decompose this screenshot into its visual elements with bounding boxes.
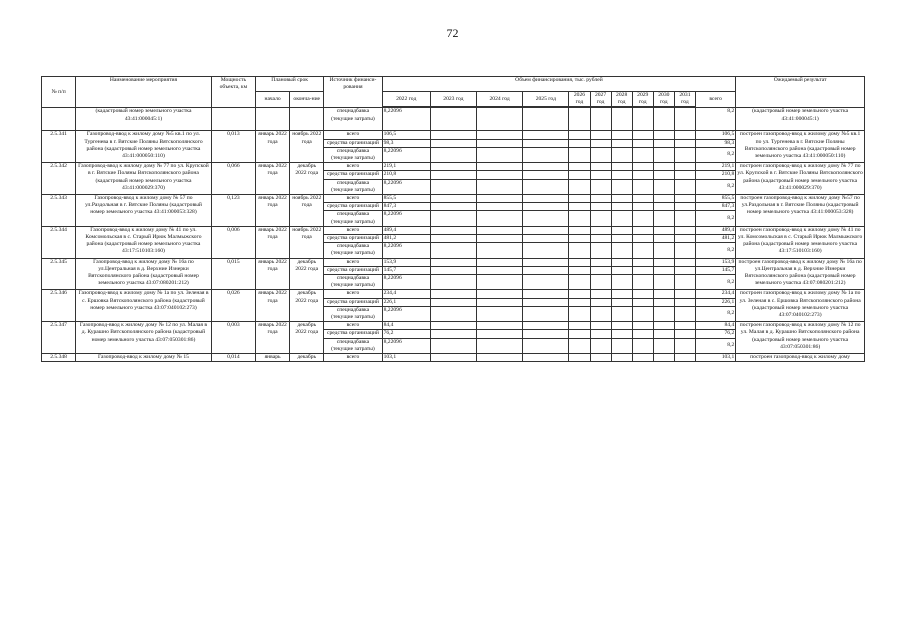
value-2022: 103,1 xyxy=(382,354,430,362)
funding-source: спецнадбавка (текущие затраты) xyxy=(324,306,382,321)
expected-result: построен газопровод-ввод к жилому дому № 12 по ул. Малая в д. Курашно Вятскополянского района (кадастровый номер земельного участка 43:07:050301:86) xyxy=(736,322,865,354)
item-end: декабрь 2022 года xyxy=(290,258,324,290)
value-total: 8,2 xyxy=(695,211,735,226)
value-total: 234,4 xyxy=(695,290,735,298)
table-body xyxy=(42,108,865,362)
header-total: всего xyxy=(695,92,735,108)
funding-source: средства организаций xyxy=(324,139,382,147)
header-year-2031: 2031 год xyxy=(674,92,695,107)
header-year-2023: 2023 год xyxy=(430,92,476,107)
value-2022: 219,1 xyxy=(382,163,430,171)
table-row xyxy=(42,290,865,298)
value-2022: 481,2 xyxy=(382,235,430,243)
funding-source: всего xyxy=(324,354,382,362)
funding-source: спецнадбавка (текущие затраты) xyxy=(324,243,382,258)
funding-source: спецнадбавка (текущие затраты) xyxy=(324,275,382,290)
item-name: Газопровод-ввод к жилому дому № 15 xyxy=(76,354,212,362)
item-number: 2.5.342 xyxy=(42,163,76,195)
continuation-row xyxy=(42,108,865,131)
item-start: январь 2022 года xyxy=(255,258,289,290)
value-total: 8,2 xyxy=(695,147,735,162)
value-total: 106,5 xyxy=(695,131,735,139)
expected-result: построен газопровод-ввод к жилому дому №5 кв.1 по ул. Тургенева в г. Вятские Поляны Вятскополянского района (кадастровый номер земельного участка 43:41:000050:110) xyxy=(736,131,865,163)
funding-source: спецнадбавка (текущие затраты) xyxy=(324,179,382,194)
item-start: январь 2022 года xyxy=(255,195,289,227)
item-start: январь 2022 года xyxy=(255,290,289,322)
item-name: Газопровод-ввод к жилому дому № 77 по ул. Крупской в г. Вятские Поляны Вятскополянского района (кадастровый номер земельного участка 43:41:000029:370) xyxy=(76,163,212,195)
header-year-2028: 2028 год xyxy=(611,92,632,107)
funding-source: всего xyxy=(324,163,382,171)
item-capacity: 0,066 xyxy=(211,163,255,195)
value-total: 8,2 xyxy=(695,306,735,321)
value-2022: 8,22096 xyxy=(382,108,430,131)
header-num: № п/п xyxy=(42,77,76,108)
item-capacity: 0,013 xyxy=(211,131,255,163)
value-2022: 226,1 xyxy=(382,298,430,306)
item-name: Газопровод-ввод к жилому дому № 41 по ул. Комсомольская в с. Старый Ирюк Малмыжского района (кадастровый номер земельного участка 43:17:510103:160) xyxy=(76,226,212,258)
value-2022: 234,4 xyxy=(382,290,430,298)
expected-result: построен газопровод-ввод к жилому дому № 41 по ул. Комсомольская в с. Старый Ирюк Малмыжского района (кадастровый номер земельного участка 43:17:510103:160) xyxy=(736,226,865,258)
funding-source: всего xyxy=(324,258,382,266)
header-capacity: Мощность объекта, км xyxy=(211,77,255,108)
funding-source: средства организаций xyxy=(324,203,382,211)
value-2022: 98,3 xyxy=(382,139,430,147)
item-capacity: 0,123 xyxy=(211,195,255,227)
header-name: Наименование мероприятия xyxy=(76,77,212,108)
item-number: 2.5.343 xyxy=(42,195,76,227)
item-name: Газопровод-ввод к жилому дому № 12 по ул. Малая в д. Курашно Вятскополянского района (кадастровый номер земельного участка 43:07:050301:86) xyxy=(76,322,212,354)
value-2022: 153,9 xyxy=(382,258,430,266)
funding-table xyxy=(41,76,865,362)
item-number: 2.5.344 xyxy=(42,226,76,258)
value-total: 145,7 xyxy=(695,266,735,274)
item-end: декабрь 2022 года xyxy=(290,163,324,195)
item-capacity: 0,015 xyxy=(211,258,255,290)
item-number: 2.5.345 xyxy=(42,258,76,290)
value-total: 481,2 xyxy=(695,235,735,243)
funding-source: средства организаций xyxy=(324,298,382,306)
funding-source: всего xyxy=(324,131,382,139)
value-2022: 106,5 xyxy=(382,131,430,139)
page-number: 72 xyxy=(446,26,459,40)
header-year-2030: 2030 год xyxy=(653,92,674,107)
header-term: Плановый срок xyxy=(255,77,323,92)
header-term-end: оконча-ние xyxy=(290,92,324,108)
expected-result: построен газопровод-ввод к жилому дому № 77 по ул. Крупской в г. Вятские Поляны Вятскополянского района (кадастровый номер земельного участка 43:41:000029:370) xyxy=(736,163,865,195)
item-start: январь 2022 года xyxy=(255,163,289,195)
item-name: Газопровод-ввод к жилому дому № 57 по ул.Раздольная в г. Вятские Поляны (кадастровый номер земельного участка 43:41:000053:328) xyxy=(76,195,212,227)
expected-result: построен газопровод-ввод к жилому дому № 1а по ул. Зеленая в с. Ершовка Вятскополянского района (кадастровый номер земельного участка 43:07:040102:273) xyxy=(736,290,865,322)
item-number: 2.5.348 xyxy=(42,354,76,362)
header-source: Источник финанси-рования xyxy=(324,77,382,108)
expected-result: построен газопровод-ввод к жилому дому xyxy=(736,354,865,362)
funding-source: всего xyxy=(324,290,382,298)
value-total: 8,2 xyxy=(695,338,735,353)
value-2022: 847,3 xyxy=(382,203,430,211)
item-end: ноябрь 2022 года xyxy=(290,131,324,163)
item-capacity: 0,006 xyxy=(211,226,255,258)
funding-source: спецнадбавка (текущие затраты) xyxy=(324,338,382,353)
item-start: январь 2022 года xyxy=(255,322,289,354)
funding-source: средства организаций xyxy=(324,235,382,243)
funding-source: спецнадбавка (текущие затраты) xyxy=(324,147,382,162)
funding-source: всего xyxy=(324,322,382,330)
item-number: 2.5.341 xyxy=(42,131,76,163)
item-start: январь 2022 года xyxy=(255,131,289,163)
value-2022: 84,4 xyxy=(382,322,430,330)
expected-result: (кадастровый номер земельного участка 43:41:000045:1) xyxy=(736,108,865,131)
header-year-2022: 2022 год xyxy=(382,92,430,107)
item-number: 2.5.346 xyxy=(42,290,76,322)
header-year-2026: 2026 год xyxy=(569,92,590,107)
value-2022: 76,2 xyxy=(382,330,430,338)
item-end: декабрь 2022 года xyxy=(290,290,324,322)
expected-result: построен газопровод-ввод к жилому дому №57 по ул.Раздольная в г. Вятские Поляны (кадастровый номер земельного участка 43:41:000053:328) xyxy=(736,195,865,227)
funding-source: средства организаций xyxy=(324,266,382,274)
value-total: 219,1 xyxy=(695,163,735,171)
value-total: 84,4 xyxy=(695,322,735,330)
value-total: 489,4 xyxy=(695,226,735,234)
value-total: 847,3 xyxy=(695,203,735,211)
funding-source: спецнадбавка (текущие затраты) xyxy=(324,108,382,131)
value-total: 226,1 xyxy=(695,298,735,306)
header-result: Ожидаемый результат xyxy=(736,77,865,108)
value-total: 8,2 xyxy=(695,275,735,290)
value-total: 8,2 xyxy=(695,179,735,194)
value-2022: 855,5 xyxy=(382,195,430,203)
value-total: 76,2 xyxy=(695,330,735,338)
value-total: 855,5 xyxy=(695,195,735,203)
header-funding: Объем финансирования, тыс. рублей xyxy=(382,77,736,92)
value-2022: 8,22096 xyxy=(382,147,430,162)
header-year-2024: 2024 год xyxy=(477,92,523,107)
value-total: 8,2 xyxy=(695,243,735,258)
header-year-2029: 2029 год xyxy=(632,92,653,107)
funding-source: средства организаций xyxy=(324,330,382,338)
item-start: январь xyxy=(255,354,289,362)
value-2022: 145,7 xyxy=(382,266,430,274)
value-2022: 210,8 xyxy=(382,171,430,179)
table-row xyxy=(42,258,865,266)
table-row xyxy=(42,322,865,330)
item-capacity: 0,014 xyxy=(211,354,255,362)
value-total: 210,8 xyxy=(695,171,735,179)
funding-source: всего xyxy=(324,195,382,203)
funding-source: спецнадбавка (текущие затраты) xyxy=(324,211,382,226)
item-number: 2.5.347 xyxy=(42,322,76,354)
funding-source: средства организаций xyxy=(324,171,382,179)
value-2022: 8,22096 xyxy=(382,306,430,321)
value-total: 98,3 xyxy=(695,139,735,147)
value-total: 8,2 xyxy=(695,108,735,131)
item-end: ноябрь 2022 года xyxy=(290,226,324,258)
table-row xyxy=(42,163,865,171)
header-year-2025: 2025 год xyxy=(523,92,569,107)
table-row xyxy=(42,131,865,139)
value-2022: 489,4 xyxy=(382,226,430,234)
value-total: 153,9 xyxy=(695,258,735,266)
item-name: Газопровод-ввод к жилому дому №5 кв.1 по ул. Тургенева в г. Вятские Поляны Вятскополянского района (кадастровый номер земельного участка 43:41:000050:110) xyxy=(76,131,212,163)
expected-result: построен газопровод-ввод к жилому дому № 16а по ул.Центральная в д. Верхние Изнерки Вятскополянского района (кадастровый номер земельного участка 43:07:080201:212) xyxy=(736,258,865,290)
table-row xyxy=(42,195,865,203)
item-start: январь 2022 года xyxy=(255,226,289,258)
table-row xyxy=(42,354,865,362)
table-row xyxy=(42,226,865,234)
item-name: Газопровод-ввод к жилому дому № 16а по ул.Центральная в д. Верхние Изнерки Вятскополянского района (кадастровый номер земельного участка 43:07:080201:212) xyxy=(76,258,212,290)
value-total: 103,1 xyxy=(695,354,735,362)
value-2022: 8,22096 xyxy=(382,338,430,353)
value-2022: 8,22096 xyxy=(382,275,430,290)
funding-source: всего xyxy=(324,226,382,234)
item-end: ноябрь 2022 года xyxy=(290,195,324,227)
value-2022: 8,22096 xyxy=(382,179,430,194)
header-term-start: начало xyxy=(255,92,289,108)
item-name: Газопровод-ввод к жилому дому № 1а по ул. Зеленая в с. Ершовка Вятскополянского района (кадастровый номер земельного участка 43:07:040102:273) xyxy=(76,290,212,322)
item-end: декабрь xyxy=(290,354,324,362)
header-year-2027: 2027 год xyxy=(590,92,611,107)
item-end: декабрь 2022 года xyxy=(290,322,324,354)
item-capacity: 0,003 xyxy=(211,322,255,354)
item-capacity: 0,026 xyxy=(211,290,255,322)
item-name: (кадастровый номер земельного участка 43:41:000045:1) xyxy=(76,108,212,131)
value-2022: 8,22096 xyxy=(382,211,430,226)
value-2022: 8,22096 xyxy=(382,243,430,258)
